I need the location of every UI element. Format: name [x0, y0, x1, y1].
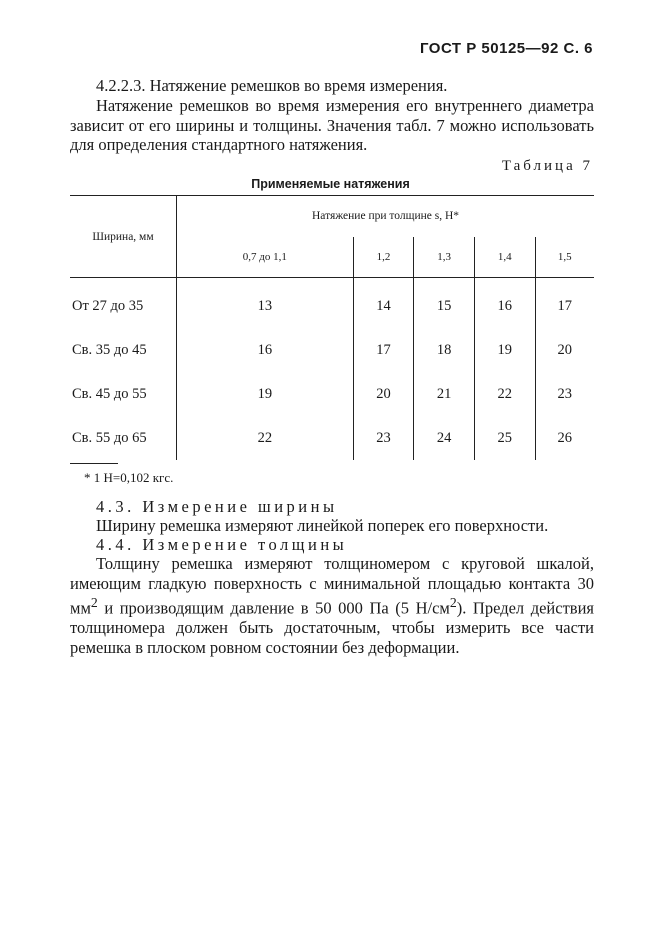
thickness-header: 0,7 до 1,1 — [177, 237, 354, 278]
row-label: Св. 55 до 65 — [70, 416, 177, 460]
table-cell: 18 — [414, 328, 475, 372]
section-44-body-part2: и производящим давление в 50 000 Па (5 Н/см — [97, 598, 450, 618]
table-cell: 14 — [353, 278, 414, 329]
table-row — [70, 278, 594, 329]
row-label: От 27 до 35 — [70, 278, 177, 329]
section-4223-body: Натяжение ремешков во время измерения его внутреннего диаметра зависит от его ширины и толщины. Значения табл. 7 можно использовать для определения стандартного натяжения. — [70, 96, 594, 154]
row-label: Св. 35 до 45 — [70, 328, 177, 372]
table-cell: 20 — [353, 372, 414, 416]
table-row — [70, 416, 594, 460]
table-cell: 22 — [177, 416, 354, 460]
section-43-body: Ширину ремешка измеряют линейкой поперек его поверхности. — [96, 516, 549, 535]
table-cell: 26 — [557, 429, 573, 446]
tension-group-header: Натяжение при толщине s, Н* — [177, 196, 595, 237]
width-column-header: Ширина, мм — [70, 196, 177, 278]
table-cell: 21 — [414, 372, 475, 416]
superscript: 2 — [449, 595, 457, 610]
table-footnote: * 1 Н=0,102 кгс. — [84, 470, 174, 485]
thickness-header: 1,3 — [414, 237, 475, 278]
table-row — [70, 328, 594, 372]
footnote-divider — [70, 463, 118, 464]
section-44-body — [70, 554, 594, 657]
section-44-heading: 4.4. Измерение толщины — [96, 535, 348, 554]
section-4223-heading: 4.2.2.3. Натяжение ремешков во время измерения. — [96, 76, 448, 95]
table-cell: 25 — [474, 416, 535, 460]
thickness-header: 1,4 — [474, 237, 535, 278]
thickness-header: 1,5 — [535, 237, 594, 278]
page-header: ГОСТ Р 50125—92 С. 6 — [419, 40, 593, 57]
table-cell: 22 — [474, 372, 535, 416]
table-cell: 23 — [353, 416, 414, 460]
table-cell: 16 — [474, 278, 535, 329]
table-cell: 17 — [557, 297, 573, 314]
row-label: Св. 45 до 55 — [70, 372, 177, 416]
table-cell: 19 — [474, 328, 535, 372]
table-cell: 13 — [177, 278, 354, 329]
table-cell: 23 — [557, 385, 573, 402]
section-44-body-part3: ). Предел действия толщиномера должен быть достаточным, чтобы измерить все части ремешка в плоском ровном состоянии без деформации. — [70, 598, 595, 657]
section-43-heading: 4.3. Измерение ширины — [96, 497, 338, 516]
superscript: 2 — [90, 595, 98, 610]
table-cell: 15 — [414, 278, 475, 329]
table-cell: 19 — [177, 372, 354, 416]
tension-table — [70, 195, 594, 460]
table-title: Применяемые натяжения — [251, 177, 410, 191]
table-row — [70, 372, 594, 416]
table-label: Таблица 7 — [501, 158, 593, 174]
section-44-body-part1: Толщину ремешка измеряют толщиномером с круговой шкалой, имеющим гладкую поверхность с минимальной площадью контакта 30 мм — [70, 554, 594, 618]
table-cell: 16 — [177, 328, 354, 372]
table-cell: 17 — [353, 328, 414, 372]
thickness-header: 1,2 — [353, 237, 414, 278]
table-cell: 20 — [557, 341, 573, 358]
table-cell: 24 — [414, 416, 475, 460]
